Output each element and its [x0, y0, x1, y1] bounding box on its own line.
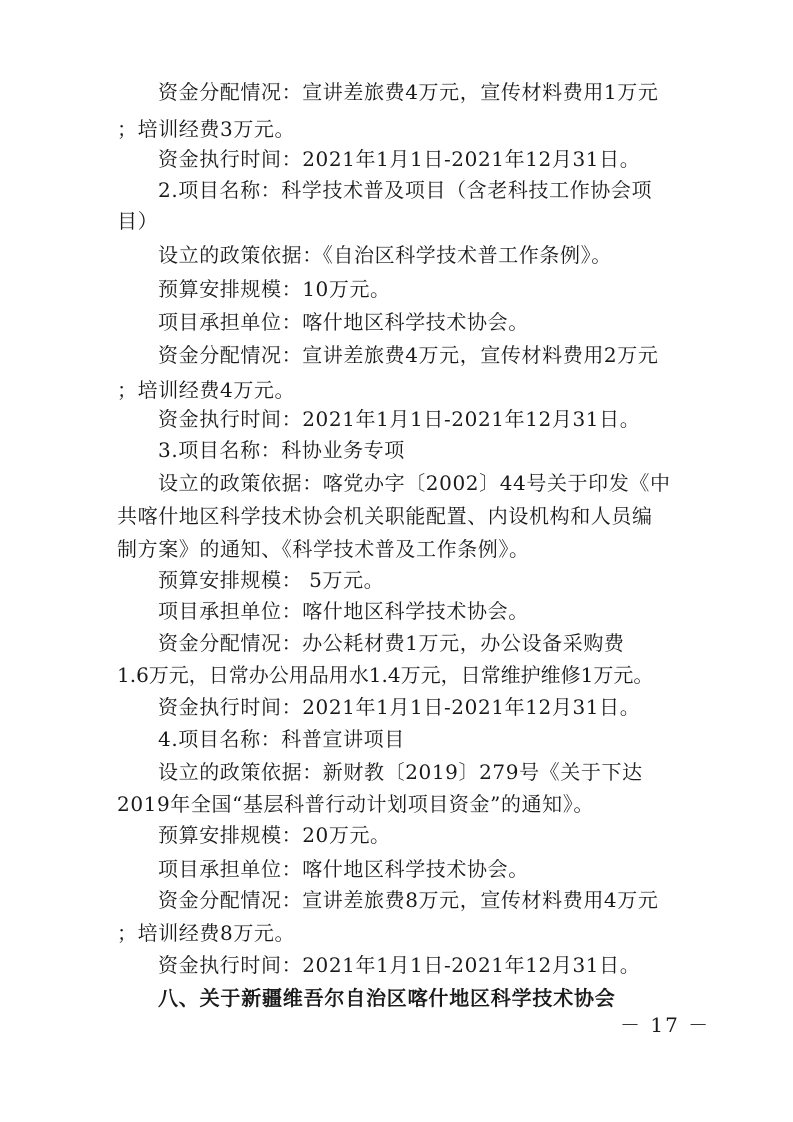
paragraph-line: 资金执行时间：2021年1月1日-2021年12月31日。 — [158, 407, 641, 431]
paragraph-line: 预算安排规模：20万元。 — [158, 823, 391, 847]
paragraph-line: 共喀什地区科学技术协会机关职能配置、内设机构和人员编 — [117, 504, 653, 528]
paragraph-line: 制方案》的通知、《科学技术普及工作条例》。 — [117, 537, 530, 561]
paragraph-line: ；培训经费8万元。 — [117, 921, 296, 945]
paragraph-line: 项目承担单位：喀什地区科学技术协会。 — [158, 310, 529, 334]
paragraph-line: 资金执行时间：2021年1月1日-2021年12月31日。 — [158, 953, 641, 977]
paragraph-line: 项目承担单位：喀什地区科学技术协会。 — [158, 857, 529, 881]
paragraph-line: 资金分配情况：办公耗材费1万元，办公设备采购费 — [158, 631, 625, 655]
paragraph-line: 2.项目名称：科学技术普及项目（含老科技工作协会项 — [158, 178, 653, 202]
paragraph-line: 3.项目名称：科协业务专项 — [158, 438, 405, 462]
paragraph-line: 4.项目名称：科普宣讲项目 — [158, 727, 405, 751]
section-heading: 八、关于新疆维吾尔自治区喀什地区科学技术协会 — [158, 986, 616, 1010]
paragraph-line: 预算安排规模：10万元。 — [158, 277, 391, 301]
paragraph-line: ；培训经费3万元。 — [117, 117, 296, 141]
paragraph-line: 预算安排规模： 5万元。 — [158, 568, 385, 592]
paragraph-line: 项目承担单位：喀什地区科学技术协会。 — [158, 599, 529, 623]
page-number: － 17 － — [620, 1013, 711, 1037]
paragraph-line: 资金执行时间：2021年1月1日-2021年12月31日。 — [158, 147, 641, 171]
paragraph-line: 设立的政策依据：喀党办字〔2002〕44号关于印发《中 — [158, 471, 671, 495]
paragraph-line: 目） — [117, 209, 159, 233]
paragraph-line: 2019年全国“基层科普行动计划项目资金”的通知》。 — [117, 792, 594, 816]
paragraph-line: 设立的政策依据：新财教〔2019〕279号《关于下达 — [158, 760, 643, 784]
paragraph-line: 资金执行时间：2021年1月1日-2021年12月31日。 — [158, 695, 641, 719]
paragraph-line: ；培训经费4万元。 — [117, 378, 296, 402]
paragraph-line: 设立的政策依据：《自治区科学技术普工作条例》。 — [158, 243, 612, 267]
paragraph-line: 资金分配情况：宣讲差旅费4万元，宣传材料费用1万元 — [158, 80, 659, 104]
paragraph-line: 资金分配情况：宣讲差旅费8万元，宣传材料费用4万元 — [158, 888, 659, 912]
paragraph-line: 1.6万元，日常办公用品用水1.4万元，日常维护维修1万元。 — [117, 663, 654, 687]
paragraph-line: 资金分配情况：宣讲差旅费4万元，宣传材料费用2万元 — [158, 343, 659, 367]
